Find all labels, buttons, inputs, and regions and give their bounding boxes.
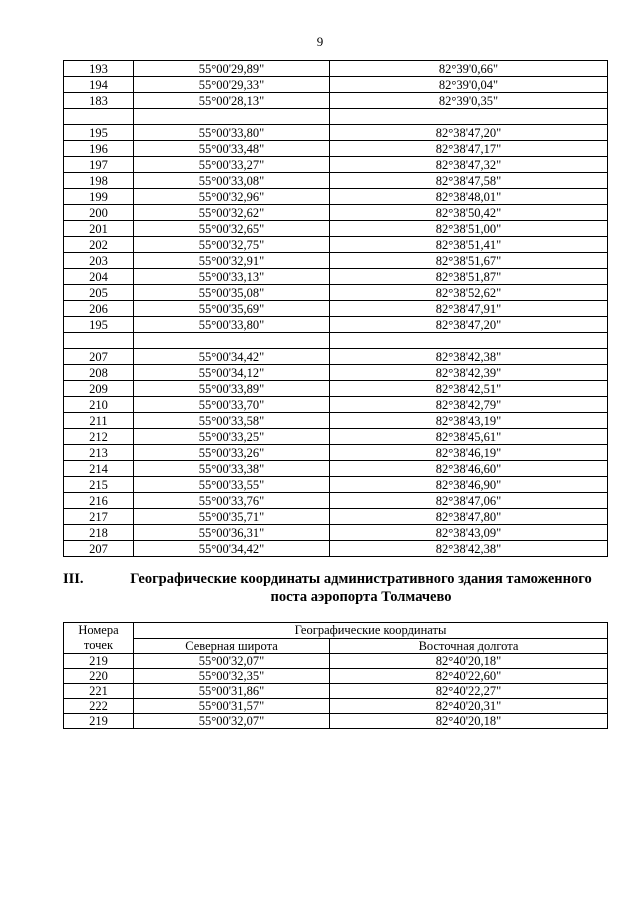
longitude-cell: 82°38'47,91"	[330, 301, 608, 317]
latitude-cell: 55°00'31,86"	[134, 684, 330, 699]
point-number-cell: 222	[64, 699, 134, 714]
table-row	[64, 77, 608, 93]
point-number-cell: 202	[64, 237, 134, 253]
point-number-cell: 200	[64, 205, 134, 221]
point-number-cell: 199	[64, 189, 134, 205]
point-number-cell: 215	[64, 477, 134, 493]
table-subheader-row	[64, 638, 608, 654]
table-row	[64, 525, 608, 541]
latitude-cell: 55°00'35,71"	[134, 509, 330, 525]
latitude-cell: 55°00'34,42"	[134, 349, 330, 365]
point-number-cell: 201	[64, 221, 134, 237]
latitude-cell: 55°00'33,55"	[134, 477, 330, 493]
point-number-cell: 214	[64, 461, 134, 477]
longitude-cell: 82°38'42,38"	[330, 349, 608, 365]
table-row	[64, 714, 608, 729]
latitude-cell: 55°00'35,08"	[134, 285, 330, 301]
point-number-cell: 209	[64, 381, 134, 397]
table-row	[64, 253, 608, 269]
longitude-cell: 82°40'22,60"	[330, 669, 608, 684]
table-row	[64, 189, 608, 205]
longitude-cell: 82°38'47,17"	[330, 141, 608, 157]
table-row	[64, 61, 608, 77]
coordinates-table-body	[64, 61, 608, 557]
point-number-cell: 205	[64, 285, 134, 301]
longitude-cell: 82°38'42,38"	[330, 541, 608, 557]
longitude-cell: 82°38'51,00"	[330, 221, 608, 237]
point-number-cell: 194	[64, 77, 134, 93]
point-number-cell	[64, 333, 134, 349]
latitude-cell	[134, 333, 330, 349]
latitude-cell: 55°00'33,76"	[134, 493, 330, 509]
table-row	[64, 699, 608, 714]
latitude-cell: 55°00'33,89"	[134, 381, 330, 397]
table-row	[64, 269, 608, 285]
longitude-cell: 82°38'52,62"	[330, 285, 608, 301]
longitude-cell: 82°39'0,35"	[330, 93, 608, 109]
point-number-cell: 212	[64, 429, 134, 445]
latitude-cell: 55°00'36,31"	[134, 525, 330, 541]
point-number-cell: 183	[64, 93, 134, 109]
point-number-cell: 206	[64, 301, 134, 317]
point-number-cell	[64, 109, 134, 125]
longitude-cell: 82°40'20,31"	[330, 699, 608, 714]
longitude-cell: 82°38'46,19"	[330, 445, 608, 461]
longitude-cell: 82°38'46,60"	[330, 461, 608, 477]
table-row	[64, 317, 608, 333]
table-row	[64, 221, 608, 237]
building-coordinates-body	[64, 654, 608, 729]
latitude-cell: 55°00'29,89"	[134, 61, 330, 77]
header-geo-coordinates: Географические координаты	[134, 623, 608, 639]
longitude-cell: 82°38'47,32"	[330, 157, 608, 173]
table-row	[64, 205, 608, 221]
header-point-numbers: Номера точек	[64, 623, 134, 654]
point-number-cell: 219	[64, 714, 134, 729]
latitude-cell: 55°00'32,35"	[134, 669, 330, 684]
latitude-cell: 55°00'32,65"	[134, 221, 330, 237]
latitude-cell: 55°00'31,57"	[134, 699, 330, 714]
latitude-cell	[134, 109, 330, 125]
latitude-cell: 55°00'33,08"	[134, 173, 330, 189]
table-row	[64, 413, 608, 429]
latitude-cell: 55°00'29,33"	[134, 77, 330, 93]
table-row	[64, 461, 608, 477]
latitude-cell: 55°00'33,48"	[134, 141, 330, 157]
point-number-cell: 203	[64, 253, 134, 269]
table-row	[64, 141, 608, 157]
point-number-cell: 207	[64, 349, 134, 365]
table-row	[64, 157, 608, 173]
latitude-cell: 55°00'33,70"	[134, 397, 330, 413]
point-number-cell: 210	[64, 397, 134, 413]
building-coordinates-table	[63, 622, 608, 729]
latitude-cell: 55°00'32,07"	[134, 654, 330, 669]
longitude-cell: 82°38'50,42"	[330, 205, 608, 221]
point-number-cell: 193	[64, 61, 134, 77]
longitude-cell: 82°38'42,39"	[330, 365, 608, 381]
latitude-cell: 55°00'32,62"	[134, 205, 330, 221]
latitude-cell: 55°00'32,91"	[134, 253, 330, 269]
longitude-cell: 82°38'42,79"	[330, 397, 608, 413]
longitude-cell: 82°38'51,41"	[330, 237, 608, 253]
longitude-cell: 82°40'22,27"	[330, 684, 608, 699]
point-number-cell: 195	[64, 317, 134, 333]
latitude-cell: 55°00'33,27"	[134, 157, 330, 173]
section-number: III.	[63, 571, 84, 587]
longitude-cell: 82°38'47,20"	[330, 317, 608, 333]
table-row	[64, 654, 608, 669]
longitude-cell: 82°39'0,04"	[330, 77, 608, 93]
table-row	[64, 493, 608, 509]
longitude-cell: 82°38'43,19"	[330, 413, 608, 429]
latitude-cell: 55°00'33,80"	[134, 317, 330, 333]
section-title: Географические координаты административного здания таможенного поста аэропорта Толмачево	[130, 571, 592, 605]
latitude-cell: 55°00'33,26"	[134, 445, 330, 461]
table-row	[64, 397, 608, 413]
latitude-cell: 55°00'32,96"	[134, 189, 330, 205]
latitude-cell: 55°00'28,13"	[134, 93, 330, 109]
table-row	[64, 365, 608, 381]
longitude-cell: 82°40'20,18"	[330, 654, 608, 669]
table-row	[64, 684, 608, 699]
longitude-cell: 82°38'45,61"	[330, 429, 608, 445]
latitude-cell: 55°00'32,75"	[134, 237, 330, 253]
point-number-cell: 198	[64, 173, 134, 189]
longitude-cell: 82°38'51,67"	[330, 253, 608, 269]
point-number-cell: 220	[64, 669, 134, 684]
table-row	[64, 445, 608, 461]
latitude-cell: 55°00'34,12"	[134, 365, 330, 381]
table-row	[64, 93, 608, 109]
point-number-cell: 213	[64, 445, 134, 461]
longitude-cell: 82°38'47,06"	[330, 493, 608, 509]
table-row	[64, 541, 608, 557]
header-east-longitude: Восточная долгота	[330, 638, 608, 654]
coordinates-table-continued	[63, 60, 608, 557]
table-row	[64, 125, 608, 141]
longitude-cell: 82°40'20,18"	[330, 714, 608, 729]
longitude-cell	[330, 333, 608, 349]
point-number-cell: 219	[64, 654, 134, 669]
point-number-cell: 195	[64, 125, 134, 141]
table-row	[64, 509, 608, 525]
table-row	[64, 285, 608, 301]
longitude-cell: 82°38'47,20"	[330, 125, 608, 141]
longitude-cell: 82°38'51,87"	[330, 269, 608, 285]
latitude-cell: 55°00'35,69"	[134, 301, 330, 317]
longitude-cell: 82°38'42,51"	[330, 381, 608, 397]
table-row	[64, 237, 608, 253]
table-row	[64, 301, 608, 317]
latitude-cell: 55°00'33,13"	[134, 269, 330, 285]
table-row	[64, 333, 608, 349]
table-header-row	[64, 623, 608, 639]
table-row	[64, 477, 608, 493]
latitude-cell: 55°00'34,42"	[134, 541, 330, 557]
longitude-cell	[330, 109, 608, 125]
longitude-cell: 82°39'0,66"	[330, 61, 608, 77]
longitude-cell: 82°38'43,09"	[330, 525, 608, 541]
table-row	[64, 173, 608, 189]
header-north-latitude: Северная широта	[134, 638, 330, 654]
point-number-cell: 218	[64, 525, 134, 541]
point-number-cell: 221	[64, 684, 134, 699]
latitude-cell: 55°00'33,38"	[134, 461, 330, 477]
point-number-cell: 197	[64, 157, 134, 173]
point-number-cell: 208	[64, 365, 134, 381]
table-row	[64, 349, 608, 365]
table-row	[64, 109, 608, 125]
longitude-cell: 82°38'47,58"	[330, 173, 608, 189]
latitude-cell: 55°00'33,58"	[134, 413, 330, 429]
point-number-cell: 217	[64, 509, 134, 525]
table-row	[64, 669, 608, 684]
point-number-cell: 216	[64, 493, 134, 509]
table-row	[64, 429, 608, 445]
longitude-cell: 82°38'48,01"	[330, 189, 608, 205]
point-number-cell: 207	[64, 541, 134, 557]
longitude-cell: 82°38'46,90"	[330, 477, 608, 493]
point-number-cell: 196	[64, 141, 134, 157]
page-number: 9	[316, 34, 324, 49]
latitude-cell: 55°00'33,25"	[134, 429, 330, 445]
point-number-cell: 211	[64, 413, 134, 429]
point-number-cell: 204	[64, 269, 134, 285]
longitude-cell: 82°38'47,80"	[330, 509, 608, 525]
latitude-cell: 55°00'33,80"	[134, 125, 330, 141]
latitude-cell: 55°00'32,07"	[134, 714, 330, 729]
table-row	[64, 381, 608, 397]
